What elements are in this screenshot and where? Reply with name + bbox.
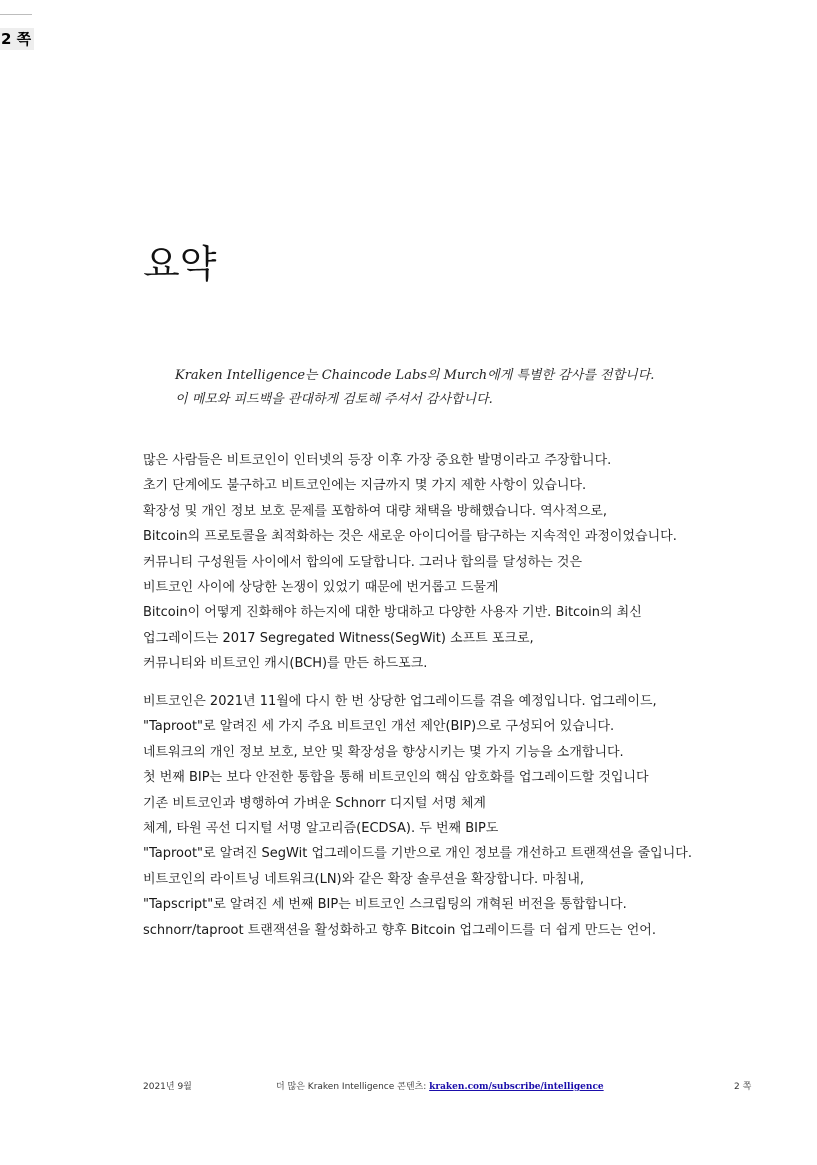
top-divider (0, 14, 32, 15)
paragraph-line: 업그레이드는 2017 Segregated Witness(SegWit) 소프트 포크로, (143, 630, 534, 646)
paragraph-line: Bitcoin의 프로토콜을 최적화하는 것은 새로운 아이디어를 탐구하는 지속적인 과정이었습니다. (143, 529, 677, 545)
acknowledgement-line: Kraken Intelligence는 Chaincode Labs의 Murch에게 특별한 감사를 전합니다. (175, 368, 655, 383)
paragraph-line: 기존 비트코인과 병행하여 가벼운 Schnorr 디지털 서명 체계 (143, 795, 486, 811)
footer-date: 2021년 9월 (143, 1082, 192, 1092)
paragraph-line: "Tapscript"로 알려진 세 번째 BIP는 비트코인 스크립팅의 개혁된 버전을 통합합니다. (143, 897, 627, 913)
paragraph-line: 비트코인 사이에 상당한 논쟁이 있었기 때문에 번거롭고 드물게 (143, 580, 499, 596)
summary-paragraph-2 (143, 689, 803, 943)
footer-more-content (276, 1080, 604, 1094)
paragraph-line: 초기 단계에도 불구하고 비트코인에는 지금까지 몇 가지 제한 사항이 있습니다. (143, 478, 587, 494)
paragraph-line: "Taproot"로 알려진 세 가지 주요 비트코인 개선 제안(BIP)으로 구성되어 있습니다. (143, 719, 615, 735)
paragraph-line: 커뮤니티 구성원들 사이에서 합의에 도달합니다. 그러나 합의를 달성하는 것은 (143, 554, 583, 570)
paragraph-line: "Taproot"로 알려진 SegWit 업그레이드를 기반으로 개인 정보를 개선하고 트랜잭션을 줄입니다. (143, 846, 692, 862)
paragraph-line: 첫 번째 BIP는 보다 안전한 통합을 통해 비트코인의 핵심 암호화를 업그레이드할 것입니다 (143, 770, 649, 786)
paragraph-line: schnorr/taproot 트랜잭션을 활성화하고 향후 Bitcoin 업그레이드를 더 쉽게 만드는 언어. (143, 922, 656, 938)
acknowledgement-block (175, 364, 735, 412)
page-number-marker: 2 쪽 (0, 28, 34, 50)
paragraph-line: Bitcoin이 어떻게 진화해야 하는지에 대한 방대하고 다양한 사용자 기반. Bitcoin의 최신 (143, 605, 642, 621)
footer-more-content-label: 더 많은 Kraken Intelligence 콘텐츠: (276, 1082, 430, 1092)
summary-paragraph-1 (143, 448, 803, 677)
paragraph-line: 체계, 타원 곡선 디지털 서명 알고리즘(ECDSA). 두 번째 BIP도 (143, 821, 499, 837)
paragraph-line: 커뮤니티와 비트코인 캐시(BCH)를 만든 하드포크. (143, 656, 428, 672)
paragraph-line: 확장성 및 개인 정보 보호 문제를 포함하여 대량 채택을 방해했습니다. 역사적으로, (143, 503, 608, 519)
paragraph-line: 많은 사람들은 비트코인이 인터넷의 등장 이후 가장 중요한 발명이라고 주장합니다. (143, 453, 612, 468)
acknowledgement-line: 이 메모와 피드백을 관대하게 검토해 주셔서 감사합니다. (175, 392, 493, 407)
footer-page-number: 2 쪽 (734, 1082, 752, 1092)
paragraph-line: 비트코인의 라이트닝 네트워크(LN)와 같은 확장 솔루션을 확장합니다. 마침내, (143, 871, 585, 887)
page-title: 요약 (143, 242, 217, 286)
paragraph-line: 네트워크의 개인 정보 보호, 보안 및 확장성을 향상시키는 몇 가지 기능을 소개합니다. (143, 744, 624, 760)
subscribe-link[interactable]: kraken.com/subscribe/intelligence (429, 1082, 604, 1092)
paragraph-line: 비트코인은 2021년 11월에 다시 한 번 상당한 업그레이드를 겪을 예정입니다. 업그레이드, (143, 694, 657, 709)
